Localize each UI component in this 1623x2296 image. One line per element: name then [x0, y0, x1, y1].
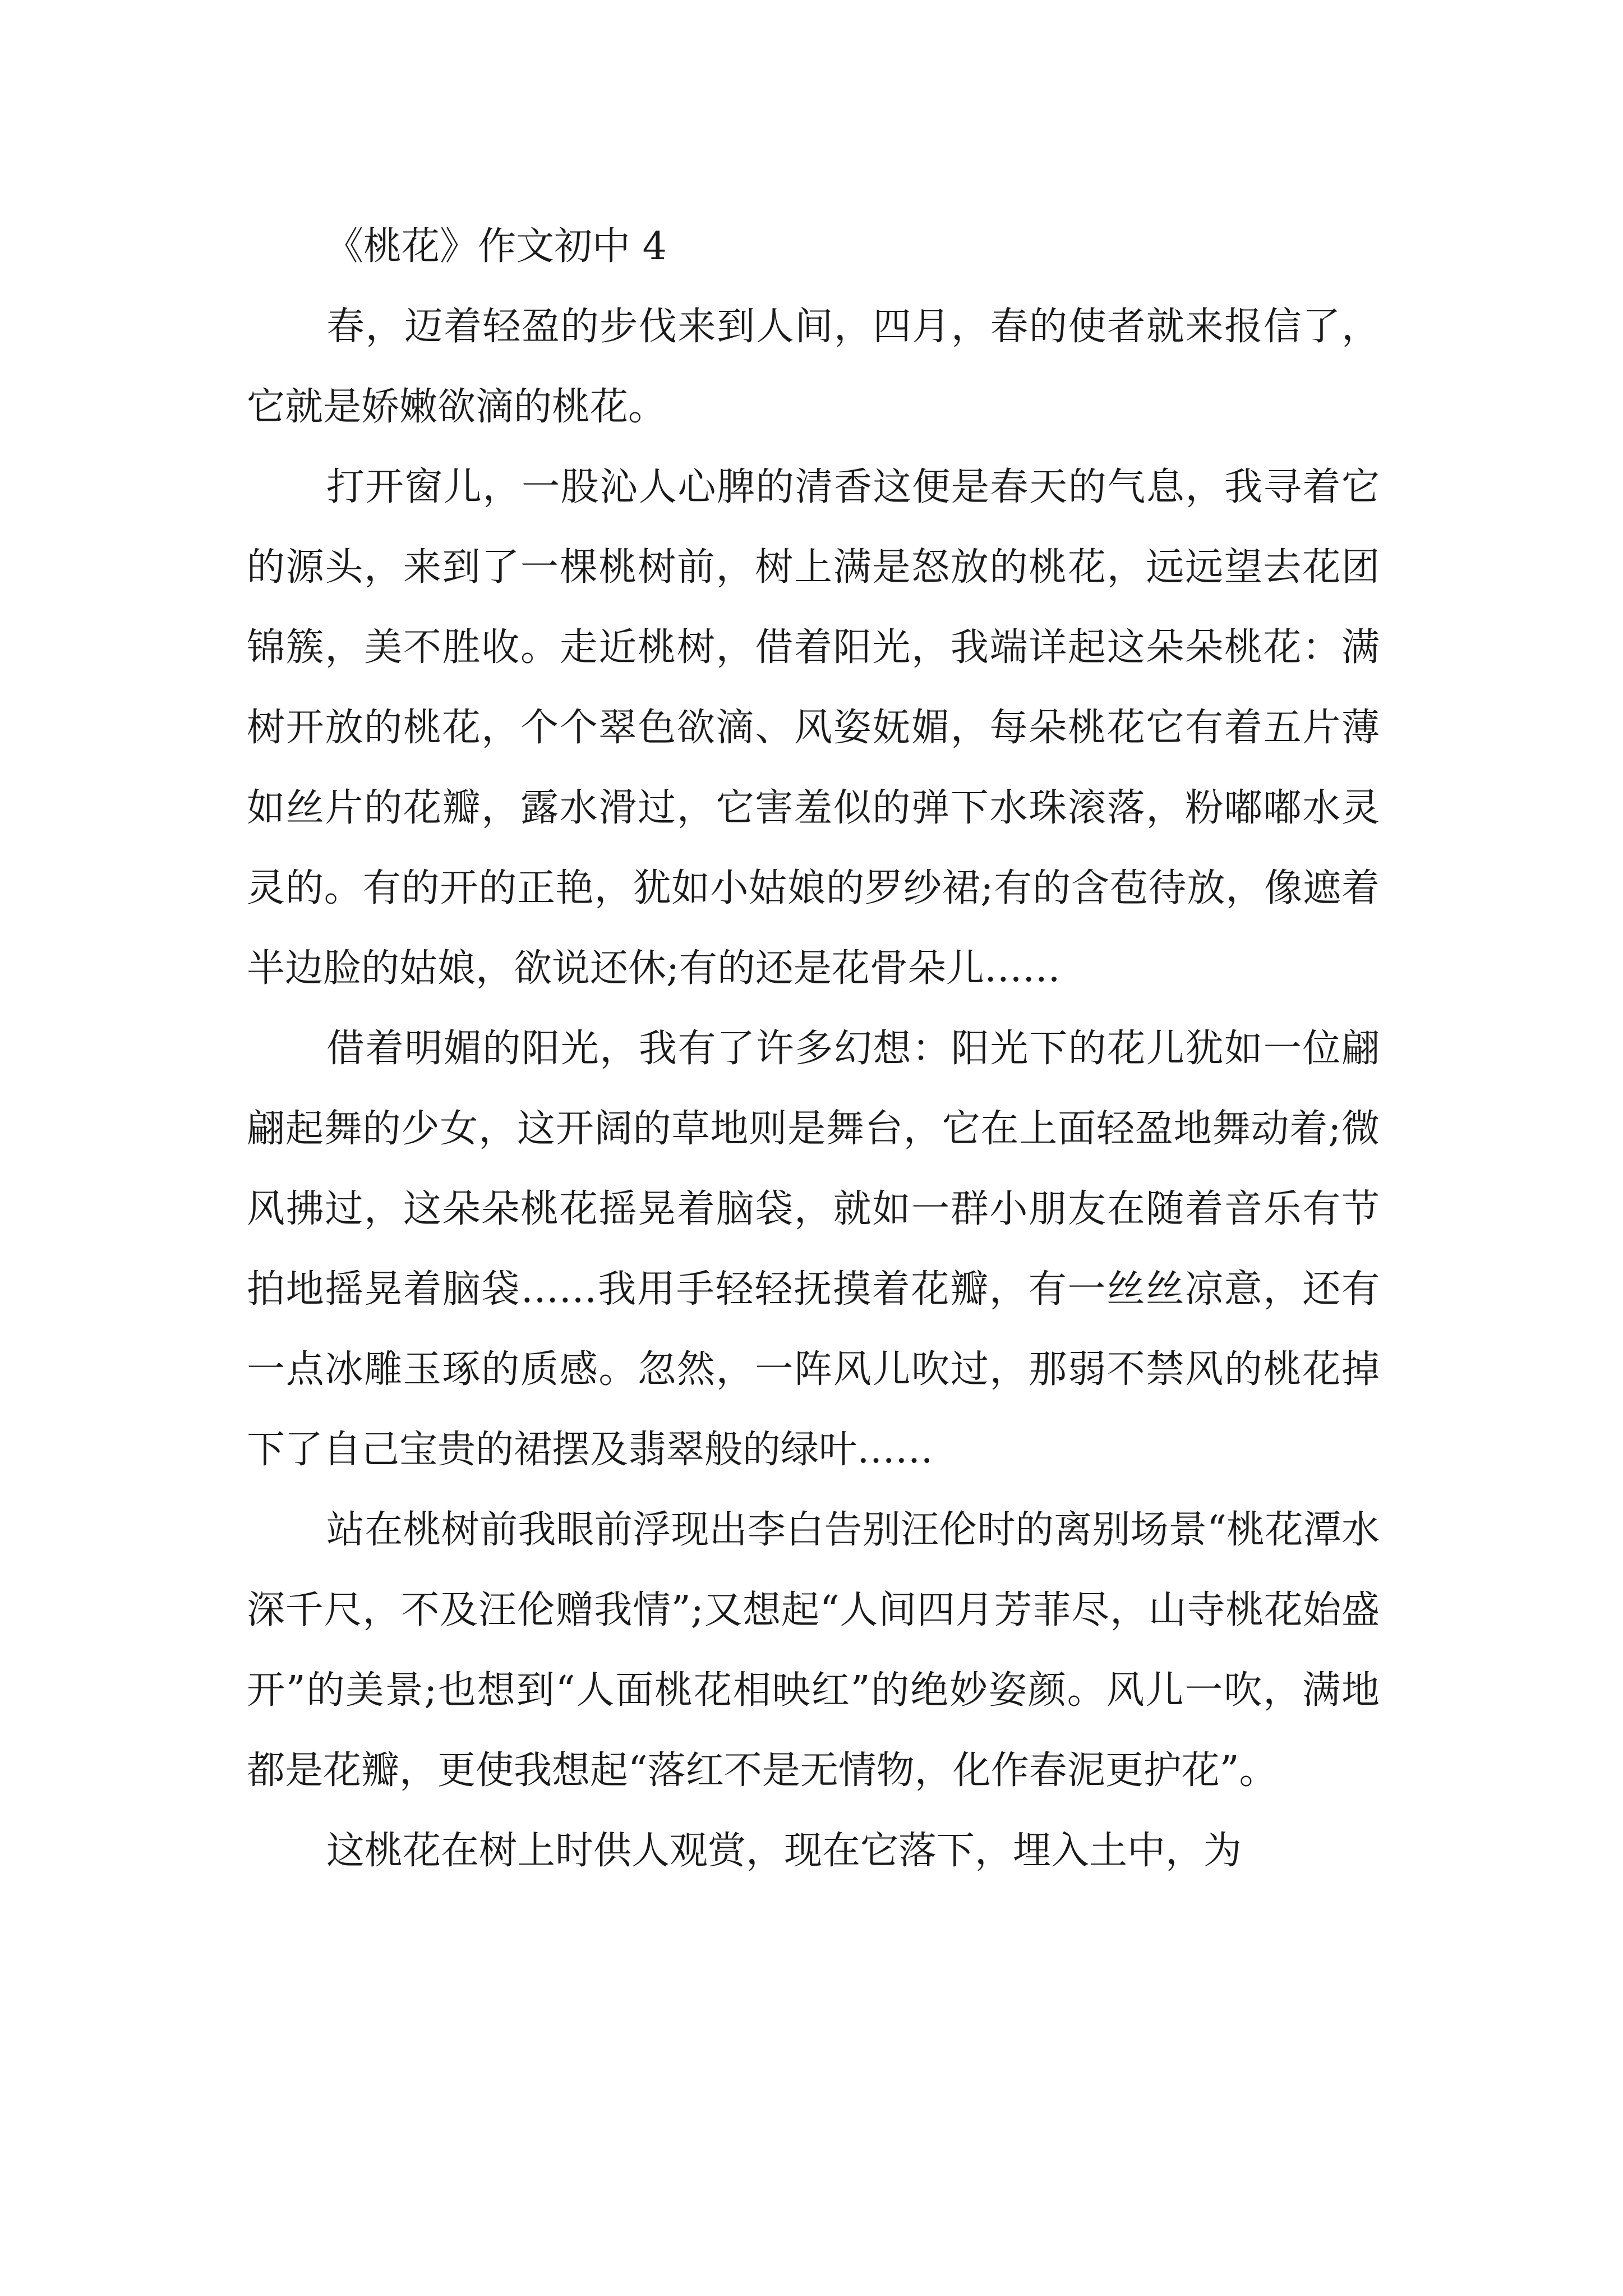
paragraph: 春，迈着轻盈的步伐来到人间，四月，春的使者就来报信了，它就是娇嫩欲滴的桃花。 [247, 305, 1380, 429]
document-body [247, 206, 1380, 1891]
paragraph: 这桃花在树上时供人观赏，现在它落下，埋入土中，为 [326, 1829, 1242, 1873]
document-title: 《桃花》作文初中 4 [325, 224, 667, 269]
paragraph: 借着明媚的阳光，我有了许多幻想：阳光下的花儿犹如一位翩翩起舞的少女，这开阔的草地则是舞台，它在上面轻盈地舞动着;微风拂过，这朵朵桃花摇晃着脑袋，就如一群小朋友在随着音乐有节拍地摇晃着脑袋……我用手轻轻抚摸着花瓣，有一丝丝凉意，还有一点冰雕玉琢的质感。忽然，一阵风儿吹过，那弱不禁风的桃花掉下了自己宝贵的裙摆及翡翠般的绿叶…… [247, 1027, 1380, 1472]
paragraph: 打开窗儿，一股沁人心脾的清香这便是春天的气息，我寻着它的源头，来到了一棵桃树前，树上满是怒放的桃花，远远望去花团锦簇，美不胜收。走近桃树，借着阳光，我端详起这朵朵桃花：满树开放的桃花，个个翠色欲滴、风姿妩媚，每朵桃花它有着五片薄如丝片的花瓣，露水滑过，它害羞似的弹下水珠滚落，粉嘟嘟水灵灵的。有的开的正艳，犹如小姑娘的罗纱裙;有的含苞待放，像遮着半边脸的姑娘，欲说还休;有的还是花骨朵儿…… [247, 465, 1380, 991]
paragraph: 站在桃树前我眼前浮现出李白告别汪伦时的离别场景“桃花潭水深千尺，不及汪伦赠我情”;又想起“人间四月芳菲尽，山寺桃花始盛开”的美景;也想到“人面桃花相映红”的绝妙姿颜。风儿一吹，满地都是花瓣，更使我想起“落红不是无情物，化作春泥更护花”。 [247, 1508, 1380, 1793]
